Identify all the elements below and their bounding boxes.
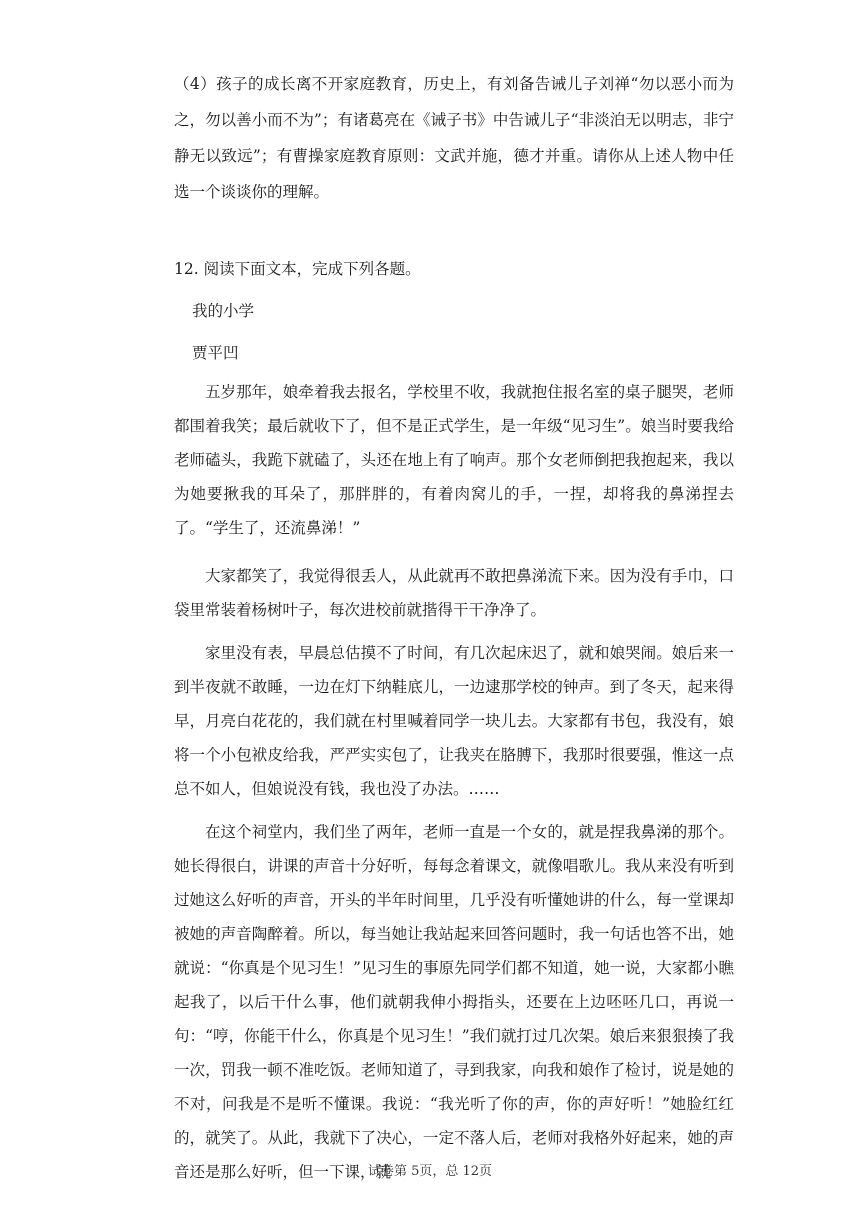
passage-paragraph: 家里没有表，早晨总估摸不了时间，有几次起床迟了，就和娘哭闹。娘后来一到半夜就不敢睡，一边在灯下纳鞋底儿，一边逮那学校的钟声。到了冬天，起来得早，月亮白花花的，我们就在村里喊着同学一块儿去。大家都有书包，我没有，娘将一个小包袱皮给我，严严实实包了，让我夹在胳膊下，我那时很要强，惟这一点总不如人，但娘说没有钱，我也没了办法。…… [174,644,734,798]
question-4-text: （4）孩子的成长离不开家庭教育，历史上，有刘备告诫儿子刘禅“勿以恶小而为之，勿以善小而不为”；有诸葛亮在《诫子书》中告诫儿子“非淡泊无以明志，非宁静无以致远”；有曹操家庭教育原则：文武并施，德才并重。请你从上述人物中任选一个谈谈你的理解。 [174,75,734,201]
passage-author: 贾平凹 [192,344,239,362]
passage-paragraph: 在这个祠堂内，我们坐了两年，老师一直是一个女的，就是捏我鼻涕的那个。她长得很白，讲课的声音十分好听，每每念着课文，就像唱歌儿。我从来没有听到过她这么好听的声音，开头的半年时间里，几乎没有听懂她讲的什么，每一堂课却被她的声音陶醉着。所以，每当她让我站起来回答问题时，我一句话也答不出，她就说：“你真是个见习生！”见习生的事原先同学们都不知道，她一说，大家都小瞧起我了，以后干什么事，他们就朝我伸小拇指头，还要在上边呸呸几口，再说一句：“哼，你能干什么，你真是个见习生！”我们就打过几次架。娘后来狠狠揍了我一次，罚我一顿不准吃饭。老师知道了，寻到我家，向我和娘作了检讨，说是她的不对，问我是不是听不懂课。我说：“我光听了你的声，你的声好听！”她脸红红的，就笑了。从此，我就下了决心，一定不落人后，老师对我格外好起来，她的声音还是那么好听，但一下课，就 [174,823,734,1181]
question-12-prompt: 12. 阅读下面文本，完成下列各题。 [174,260,421,278]
passage-title: 我的小学 [192,302,255,320]
passage-paragraph: 五岁那年，娘牵着我去报名，学校里不收，我就抱住报名室的桌子腿哭，老师都围着我笑；最后就收下了，但不是正式学生，是一年级“见习生”。娘当时要我给老师磕头，我跪下就磕了，头还在地上有了响声。那个女老师倒把我抱起来，我以为她要揪我的耳朵了，那胖胖的，有着肉窝儿的手，一捏，却将我的鼻涕捏去了。“学生了，还流鼻涕！” [174,383,734,537]
page-footer: 试卷第 5页，总 12页 [367,1164,493,1179]
passage-paragraph: 大家都笑了，我觉得很丢人，从此就再不敢把鼻涕流下来。因为没有手巾，口袋里常装着杨树叶子，每次进校前就揩得干干净净了。 [174,567,734,619]
